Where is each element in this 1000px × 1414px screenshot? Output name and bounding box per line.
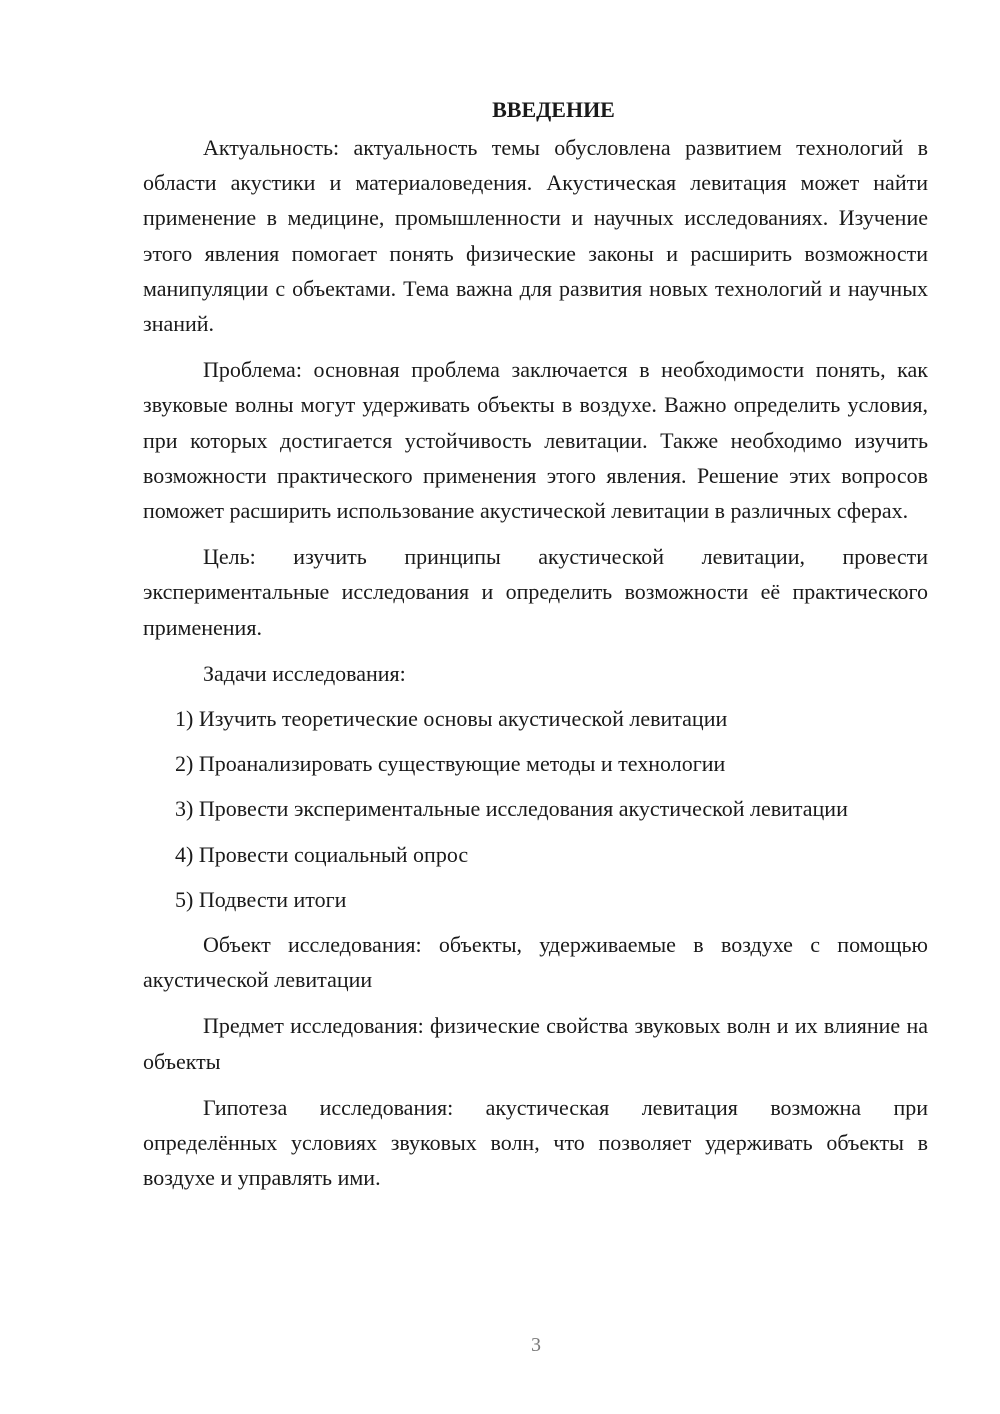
subject-paragraph: Предмет исследования: физические свойства звуковых волн и их влияние на объекты (143, 1013, 928, 1074)
task-item-4: 4) Провести социальный опрос (175, 841, 469, 867)
relevance-paragraph: Актуальность: актуальность темы обусловлена развитием технологий в области акустики и материаловедения. Акустическая левитация может найти применение в медицине, промышленности и научных исследованиях. Изучение этого явления помогает понять физические законы и расширить возможности манипуляции с объектами. Тема важна для развития новых технологий и научных знаний. (143, 135, 928, 337)
hypothesis-paragraph: Гипотеза исследования: акустическая левитация возможна при определённых условиях звуковых волн, что позволяет удерживать объекты в воздухе и управлять ими. (143, 1094, 928, 1191)
task-item-3: 3) Провести экспериментальные исследования акустической левитации (175, 796, 848, 822)
object-paragraph: Объект исследования: объекты, удерживаемые в воздухе с помощью акустической левитации (143, 932, 928, 993)
page-number: 3 (531, 1334, 541, 1356)
problem-paragraph: Проблема: основная проблема заключается в необходимости понять, как звуковые волны могут удерживать объекты в воздухе. Важно определить условия, при которых достигается устойчивость левитации. Также необходимо изучить возможности практического применения этого явления. Решение этих вопросов поможет расширить использование акустической левитации в различных сферах. (143, 357, 928, 524)
task-item-2: 2) Проанализировать существующие методы и технологии (175, 751, 726, 777)
section-title: ВВЕДЕНИЕ (492, 97, 615, 122)
task-item-1: 1) Изучить теоретические основы акустической левитации (175, 706, 728, 732)
tasks-label: Задачи исследования: (203, 660, 406, 686)
task-item-5: 5) Подвести итоги (175, 886, 347, 912)
goal-paragraph: Цель: изучить принципы акустической левитации, провести экспериментальные исследования и определить возможности её практического применения. (143, 544, 928, 640)
